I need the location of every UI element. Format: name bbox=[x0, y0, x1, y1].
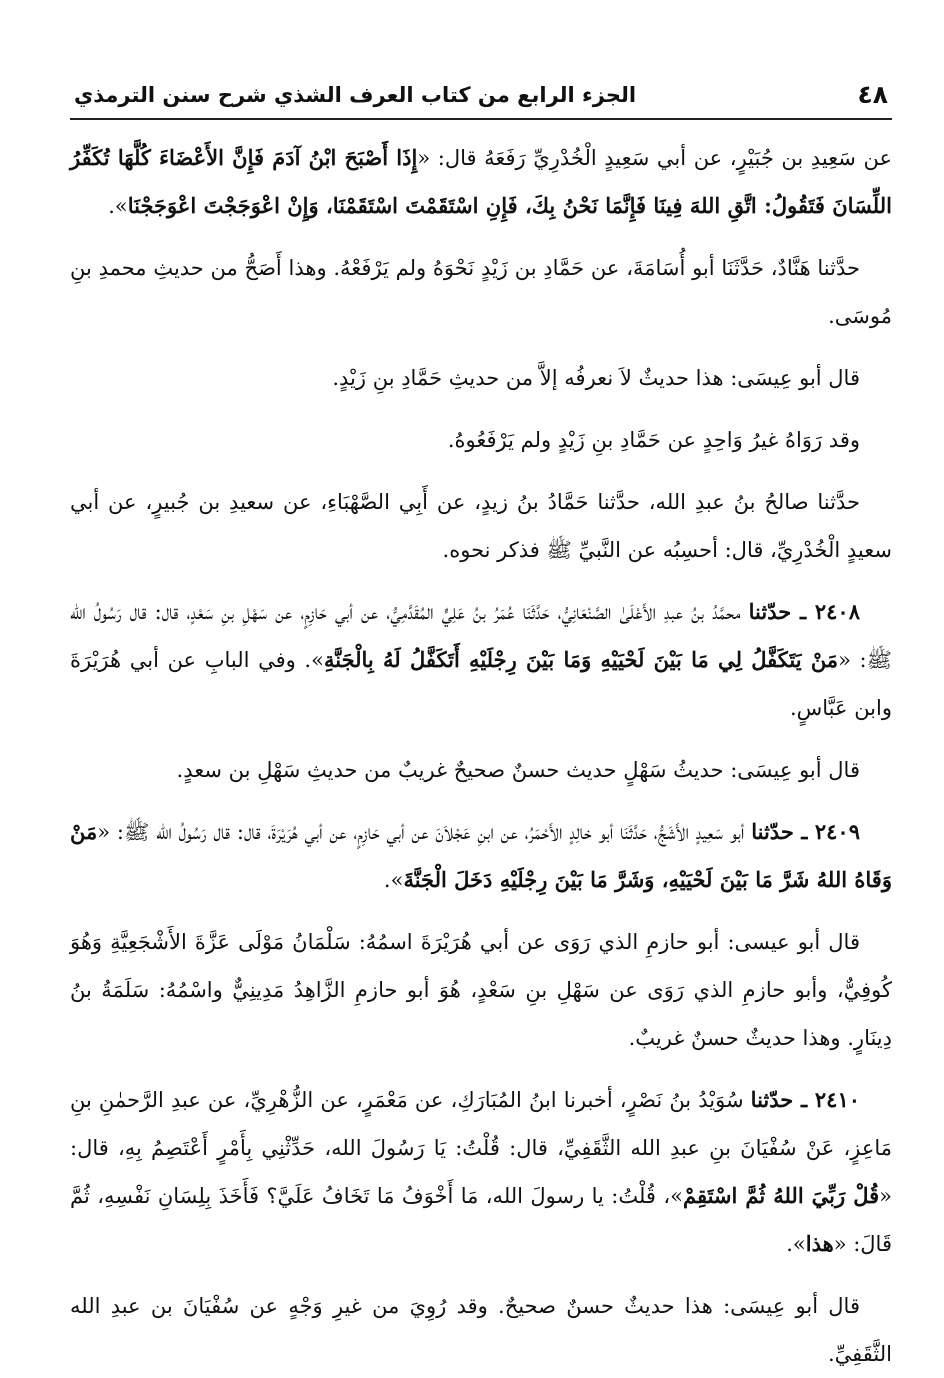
paragraph-p3 bbox=[70, 354, 892, 402]
text-segment: ». bbox=[383, 868, 404, 892]
text-segment: عن سَعِيدِ بن جُبَيْرٍ، عن أبي سَعِيدٍ الْخُدْرِيِّ رَفَعَهُ قال: « bbox=[417, 146, 892, 170]
text-segment: ». bbox=[108, 194, 128, 218]
paragraph-p9 bbox=[70, 918, 892, 1062]
text-segment: ». bbox=[786, 1232, 806, 1256]
paragraph-p7 bbox=[70, 746, 892, 794]
text-segment: قال أبو عِيسَى: هذا حديثٌ لاَ نعرفُه إلاَّ من حديثِ حَمَّادِ بنِ زَيْدٍ. bbox=[332, 366, 860, 390]
text-segment: قال أبو عِيسَى: هذا حديثٌ حسنٌ صحيحٌ. وقد رُوِيَ من غيرِ وَجْهٍ عن سُفْيَانَ بن عبدِ الله الثَّقَفِيِّ. bbox=[70, 1294, 892, 1366]
bold-text-segment: قُلْ رَبِّيَ اللهُ ثُمَّ اسْتَقِمْ bbox=[682, 1183, 880, 1208]
text-segment: حدَّثنا صالحُ بنُ عبدِ الله، حدَّثنا حَمَّادُ بنُ زيدٍ، عن أَبِي الصَّهْبَاءِ، عن سعيدِ بن جُبيرٍ، عن أبي سعيدٍ الْخُدْرِيِّ، قال: أحسِبُه عن النَّبيِّ ﷺ فذكر نحوه. bbox=[70, 490, 892, 562]
paragraph-p4 bbox=[70, 416, 892, 464]
bold-text-segment: هذا bbox=[805, 1231, 834, 1256]
bold-text-segment: مَنْ وَقَاهُ اللهُ شَرَّ مَا بَيْنَ لَحْيَيْهِ، وَشَرَّ مَا بَيْنَ رِجْلَيْهِ دَخَلَ الْجَنَّةَ bbox=[70, 819, 892, 892]
paragraph-p11 bbox=[70, 1282, 892, 1378]
paragraph-p2 bbox=[70, 244, 892, 340]
book-title: الجزء الرابع من كتاب العرف الشذي شرح سنن الترمذي bbox=[74, 83, 637, 107]
bold-text-segment: مَنْ يَتَكَفَّلُ لِي مَا بَيْنَ لَحْيَيْهِ وَمَا بَيْنَ رِجْلَيْهِ أَتَكَفَّلُ لَهُ بِالْجَنَّةِ bbox=[323, 647, 839, 672]
bold-text-segment: ٢٤٠٨ ـ bbox=[791, 599, 860, 624]
page-number: ٤٨ bbox=[857, 80, 888, 109]
bold-text-segment: حدّثنا bbox=[751, 819, 794, 844]
bold-text-segment: إِذَا أَصْبَحَ ابْنُ آدَمَ فَإِنَّ الأَعْضَاءَ كُلَّهَا تُكَفِّرُ اللِّسَانَ فَتَقُولُ: اتَّقِ اللهَ فِينَا فَإِنَّمَا نَحْنُ بِكَ، فَإِنِ اسْتَقَمْتَ اسْتَقَمْنَا، وَإِنْ اعْوَجَجْتَ اعْوَجَجْنَا bbox=[70, 145, 892, 218]
header-rule bbox=[70, 118, 892, 120]
text-segment: سُوَيْدُ بنُ نَصْرٍ، أخبرنا ابنُ المُبَارَكِ، عن مَعْمَرٍ، عن الزُّهْرِيِّ، عن عبدِ الرَّحمٰنِ بنِ مَاعِزٍ، عَنْ سُفْيَانَ بنِ عبدِ الله الثَّقَفِيِّ، قال: قُلْتُ: يَا رَسُولَ الله، حَدِّثْنِي بِأَمْرٍ أَعْتَصِمُ بِهِ، قال: « bbox=[70, 1088, 892, 1208]
text-segment: وقد رَوَاهُ غيرُ وَاحِدٍ عن حَمَّادِ بنِ زَيْدٍ ولم يَرْفَعُوهُ. bbox=[447, 428, 860, 452]
text-segment: قال أبو عِيسَى: حديثُ سَهْلٍ حديث حسنٌ صحيحٌ غريبٌ من حديثِ سَهْلِ بن سعدٍ. bbox=[176, 758, 860, 782]
paragraph-p1 bbox=[70, 134, 892, 230]
text-segment: أبو سَعِيدٍ الأَشَجُّ، حَدَّثَنَا أبو خالِدٍ الأَحْمَرُ، عن ابنِ عَجْلاَنَ عن أبي حَازِمٍ، عن أبي هُرَيْرَةَ، قال: قال رَسُولُ الله ﷺ: « bbox=[97, 820, 752, 844]
paragraph-p8 bbox=[70, 808, 892, 904]
text-segment: حدَّثنا هَنَّادٌ، حَدَّثَنَا أبو أُسَامَةَ، عن حَمَّادِ بن زَيْدٍ نَحْوَهُ ولم يَرْفَعْهُ. وهذا أَصَحُّ من حديثِ محمدِ بنِ مُوسَى. bbox=[70, 256, 892, 328]
text-segment: قال أبو عيسى: أبو حازمِ الذي رَوَى عن أبي هُرَيْرَةَ اسمُهُ: سَلْمَانُ مَوْلَى عَزَّةَ الأَشْجَعِيَّةِ وَهُوَ كُوفِيٌّ، وأبو حازمِ الذي رَوَى عن سَهْلِ بنِ سَعْدٍ، هُوَ أبو حازمِ الزَّاهِدُ مَدِينِيٌّ واسْمُهُ: سَلَمَةُ بنُ دِينَارٍ. وهذا حديثٌ حسنٌ غريبٌ. bbox=[70, 930, 892, 1050]
bold-text-segment: حدّثنا bbox=[748, 599, 792, 624]
body-text bbox=[70, 134, 892, 1378]
paragraph-p6 bbox=[70, 588, 892, 732]
running-header bbox=[70, 72, 892, 112]
text-segment: ». وفي البابِ عن أبي هُرَيْرَةَ وابن عَبَّاسٍ. bbox=[70, 648, 892, 720]
bold-text-segment: حدّثنا bbox=[750, 1087, 794, 1112]
bold-text-segment: ٢٤٠٩ ـ bbox=[793, 819, 860, 844]
bold-text-segment: ٢٤١٠ ـ bbox=[793, 1087, 861, 1112]
text-segment: »، قُلْتُ: يا رسولَ الله، مَا أَخْوَفُ مَا تَخَافُ عَلَيَّ؟ فَأَخَذَ بِلِسَانِ نَفْسِهِ، ثُمَّ قَالَ: « bbox=[70, 1184, 892, 1256]
paragraph-p5 bbox=[70, 478, 892, 574]
text-segment: محمَّدُ بنُ عبدِ الأَعْلَىٰ الصَّنْعَانِيُّ، حَدَّثَنَا عُمَرُ بنُ عَلِيٍّ المُقَدَّمِيُّ، عن أبي حَازِمٍ، عن سَهْلِ بنِ سَعْدٍ، قال: قال رَسُولُ الله ﷺ: « bbox=[70, 600, 892, 672]
paragraph-p10 bbox=[70, 1076, 892, 1268]
